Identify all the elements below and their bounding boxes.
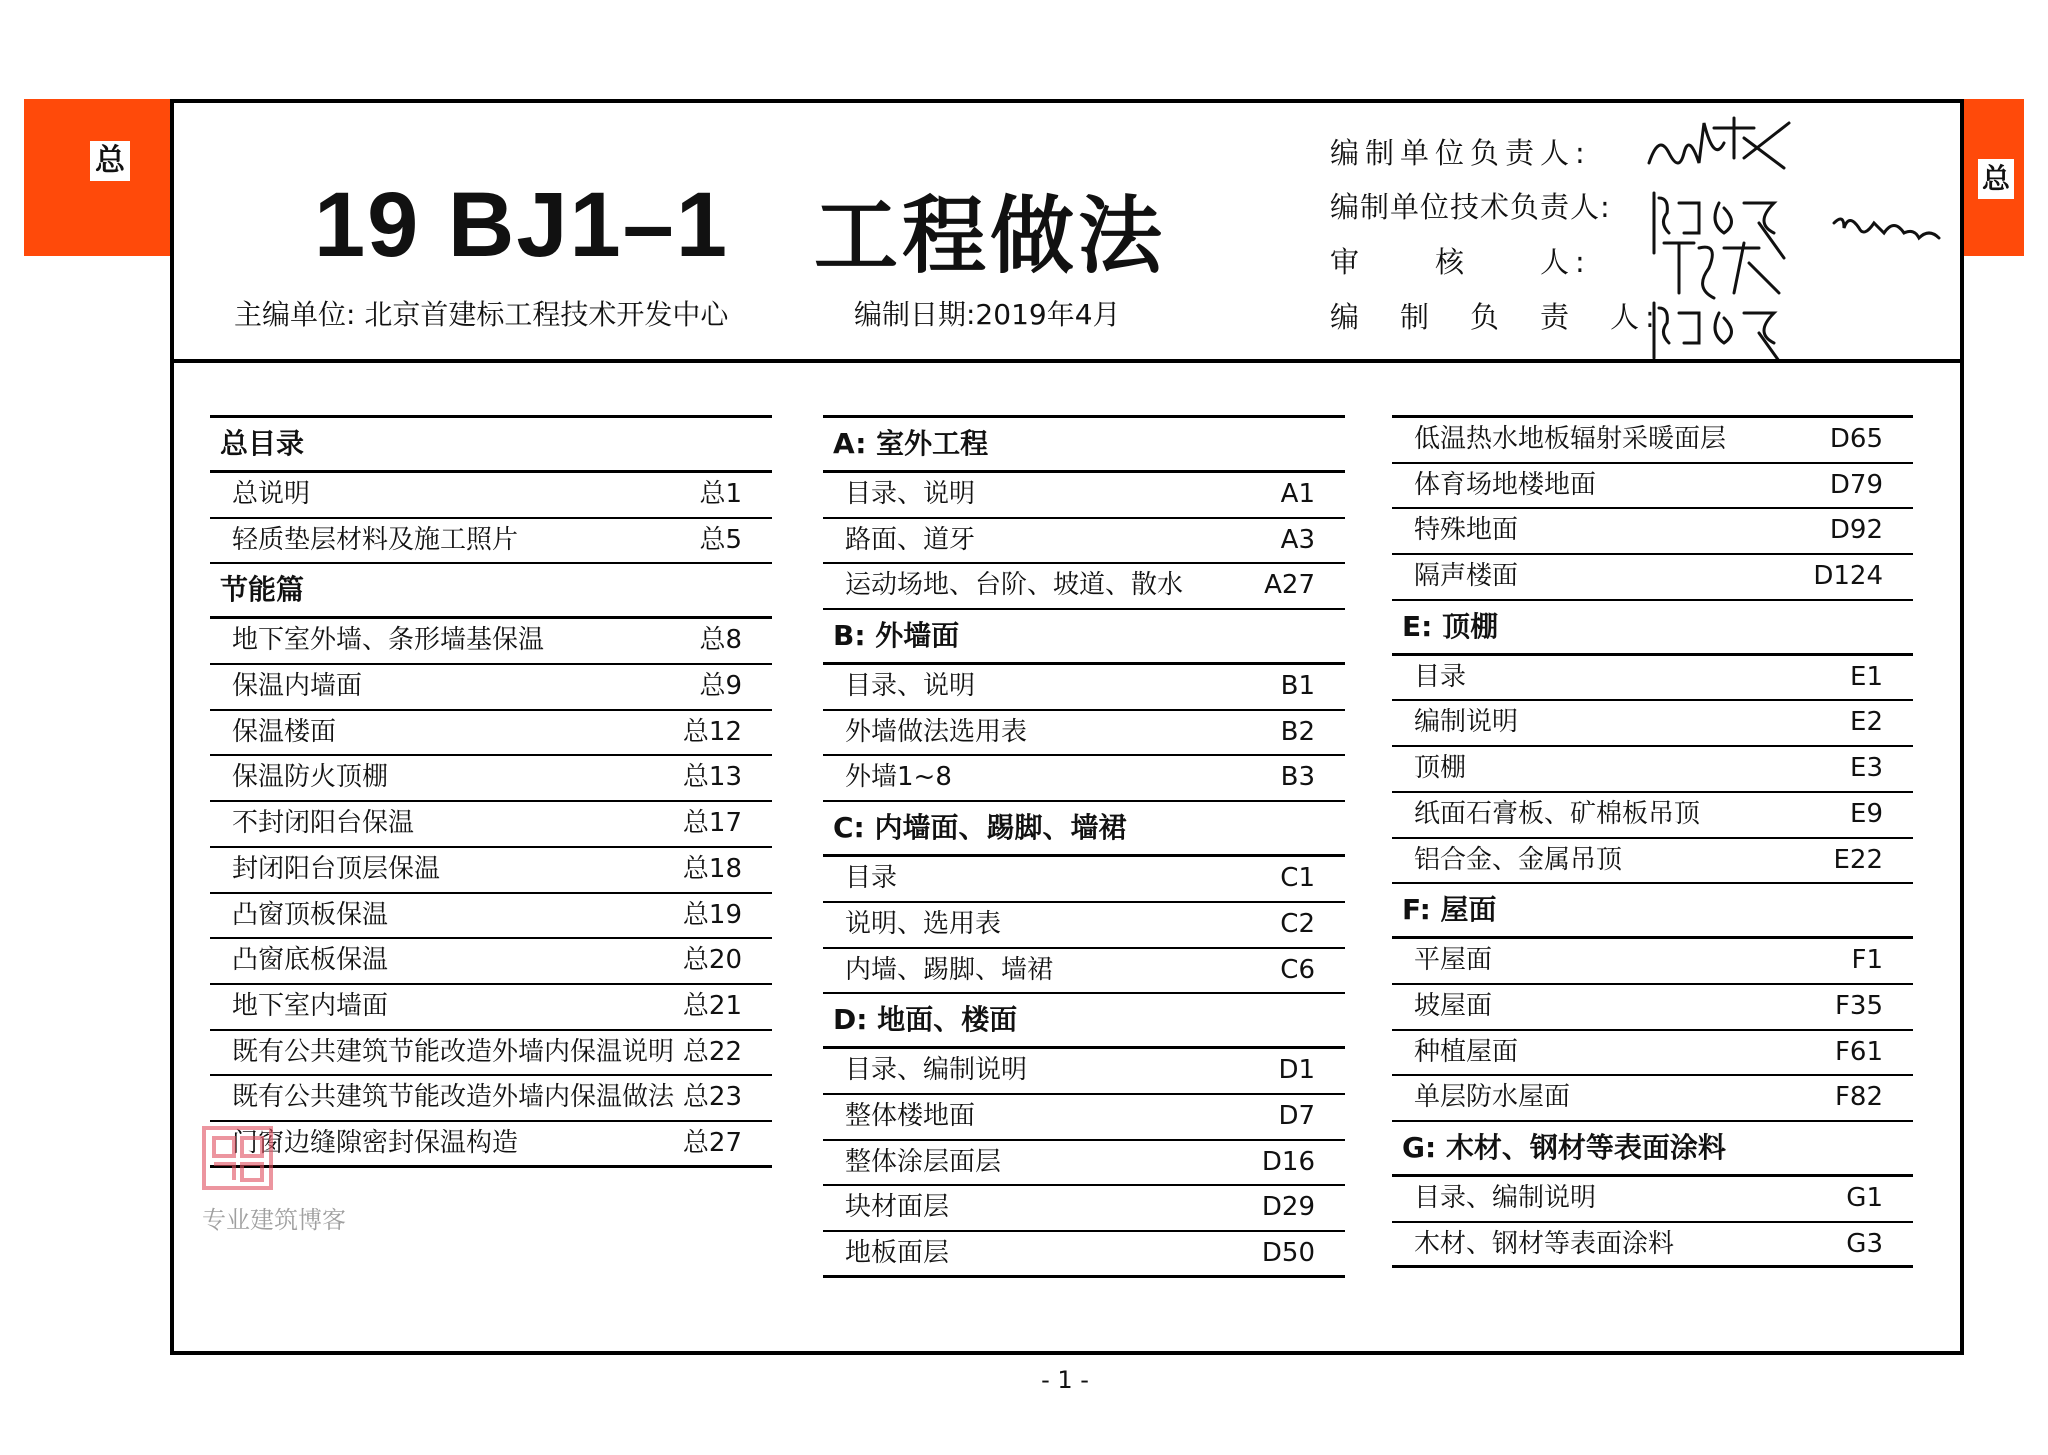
entry-page: B3 bbox=[1280, 762, 1315, 793]
contents-entry[interactable] bbox=[210, 848, 772, 894]
entry-page: 总9 bbox=[699, 671, 742, 702]
contents-entry[interactable] bbox=[210, 802, 772, 848]
entry-page: C6 bbox=[1280, 954, 1315, 985]
entry-page: D1 bbox=[1278, 1055, 1315, 1086]
entry-page: D29 bbox=[1261, 1192, 1315, 1223]
entry-title: 特殊地面 bbox=[1414, 515, 1519, 546]
entry-title: 目录、说明 bbox=[845, 479, 976, 509]
contents-entry[interactable] bbox=[1392, 1031, 1913, 1077]
contents-entry[interactable] bbox=[1392, 839, 1913, 885]
entry-page: 总19 bbox=[682, 899, 742, 930]
compile-date: 编制日期:2019年4月 bbox=[854, 298, 1121, 331]
entry-page: F61 bbox=[1834, 1036, 1883, 1067]
entry-title: 运动场地、台阶、坡道、散水 bbox=[845, 570, 1184, 601]
page-number: - 1 - bbox=[1041, 1366, 1089, 1394]
entry-title: 保温楼面 bbox=[232, 716, 337, 747]
contents-entry[interactable] bbox=[1392, 1223, 1913, 1269]
entry-title: 整体楼地面 bbox=[845, 1100, 976, 1131]
entry-title: 内墙、踢脚、墙裙 bbox=[845, 954, 1054, 985]
contents-entry[interactable] bbox=[1392, 509, 1913, 555]
contents-entry[interactable] bbox=[210, 1076, 772, 1122]
entry-page: 总8 bbox=[699, 625, 742, 656]
signature-role: 编制单位负责人: bbox=[1330, 136, 1591, 170]
contents-entry[interactable] bbox=[210, 619, 772, 665]
entry-title: 坡屋面 bbox=[1414, 990, 1493, 1021]
contents-entry[interactable] bbox=[210, 519, 772, 565]
entry-page: D65 bbox=[1829, 424, 1883, 454]
entry-title: 不封闭阳台保温 bbox=[232, 808, 415, 839]
signature-role: 编 制 负 责 人: bbox=[1330, 300, 1661, 334]
contents-entry[interactable] bbox=[210, 665, 772, 711]
contents-entry[interactable] bbox=[210, 1031, 772, 1077]
entry-title: 门窗边缝隙密封保温构造 bbox=[232, 1127, 519, 1158]
entry-title: 目录、编制说明 bbox=[845, 1055, 1028, 1086]
section-heading: B: 外墙面 bbox=[823, 610, 1345, 665]
signature-role: 编制单位技术负责人: bbox=[1330, 190, 1611, 224]
entry-page: E9 bbox=[1850, 798, 1883, 829]
entry-title: 说明、选用表 bbox=[845, 908, 1002, 939]
entry-title: 地下室外墙、条形墙基保温 bbox=[232, 625, 545, 656]
page-title: 工程做法 bbox=[814, 187, 1167, 285]
contents-column-1 bbox=[210, 415, 772, 1168]
editor-unit: 主编单位: 北京首建标工程技术开发中心 bbox=[234, 298, 729, 331]
contents-entry[interactable] bbox=[210, 473, 772, 519]
entry-title: 顶棚 bbox=[1414, 753, 1467, 784]
contents-entry[interactable] bbox=[1392, 747, 1913, 793]
section-heading: D: 地面、楼面 bbox=[823, 994, 1345, 1049]
contents-entry[interactable] bbox=[823, 519, 1345, 565]
entry-title: 木材、钢材等表面涂料 bbox=[1414, 1228, 1675, 1259]
entry-page: C1 bbox=[1280, 863, 1315, 894]
entry-page: D124 bbox=[1813, 561, 1883, 592]
contents-entry[interactable] bbox=[210, 1122, 772, 1168]
entry-page: F1 bbox=[1851, 945, 1883, 976]
contents-entry[interactable] bbox=[1392, 464, 1913, 510]
section-heading: 总目录 bbox=[210, 418, 772, 473]
contents-entry[interactable] bbox=[823, 1095, 1345, 1141]
entry-page: E1 bbox=[1850, 661, 1883, 692]
section-heading: G: 木材、钢材等表面涂料 bbox=[1392, 1122, 1913, 1177]
contents-entry[interactable] bbox=[210, 894, 772, 940]
contents-column-3 bbox=[1392, 415, 1913, 1268]
contents-entry[interactable] bbox=[823, 1141, 1345, 1187]
entry-title: 目录 bbox=[845, 863, 898, 894]
entry-title: 封闭阳台顶层保温 bbox=[232, 853, 441, 884]
entry-page: B2 bbox=[1280, 716, 1315, 747]
entry-title: 体育场地楼地面 bbox=[1414, 469, 1597, 500]
entry-page: 总5 bbox=[699, 524, 742, 555]
entry-page: 总23 bbox=[682, 1082, 742, 1113]
section-tab-left bbox=[24, 99, 170, 256]
section-heading: F: 屋面 bbox=[1392, 884, 1913, 939]
entry-title: 单层防水屋面 bbox=[1414, 1082, 1571, 1113]
entry-title: 凸窗顶板保温 bbox=[232, 899, 389, 930]
section-tab-label: 总 bbox=[1978, 159, 2014, 199]
entry-title: 轻质垫层材料及施工照片 bbox=[232, 524, 519, 555]
entry-title: 地板面层 bbox=[845, 1237, 950, 1268]
entry-title: 凸窗底板保温 bbox=[232, 945, 389, 976]
section-heading: E: 顶棚 bbox=[1392, 601, 1913, 656]
contents-entry[interactable] bbox=[1392, 939, 1913, 985]
entry-page: A3 bbox=[1280, 524, 1315, 555]
signature-role: 审 核 人: bbox=[1330, 245, 1591, 279]
entry-title: 保温防火顶棚 bbox=[232, 762, 389, 793]
contents-entry[interactable] bbox=[823, 473, 1345, 519]
entry-title: 外墙做法选用表 bbox=[845, 716, 1028, 747]
contents-entry[interactable] bbox=[210, 985, 772, 1031]
entry-page: 总12 bbox=[682, 716, 742, 747]
entry-title: 整体涂层面层 bbox=[845, 1146, 1002, 1177]
entry-title: 隔声楼面 bbox=[1414, 561, 1519, 592]
watermark-seal-icon bbox=[200, 1124, 275, 1192]
contents-entry[interactable] bbox=[823, 665, 1345, 711]
contents-entry[interactable] bbox=[1392, 1177, 1913, 1223]
entry-title: 平屋面 bbox=[1414, 945, 1493, 976]
entry-page: A1 bbox=[1280, 479, 1315, 509]
contents-entry[interactable] bbox=[1392, 701, 1913, 747]
contents-entry[interactable] bbox=[823, 1049, 1345, 1095]
entry-title: 编制说明 bbox=[1414, 707, 1519, 738]
entry-title: 地下室内墙面 bbox=[232, 990, 389, 1021]
entry-page: 总17 bbox=[682, 808, 742, 839]
contents-entry[interactable] bbox=[823, 711, 1345, 757]
entry-title: 目录 bbox=[1414, 661, 1467, 692]
section-heading: A: 室外工程 bbox=[823, 418, 1345, 473]
atlas-code: 19 BJ1–1 bbox=[314, 174, 729, 276]
entry-page: D16 bbox=[1261, 1146, 1315, 1177]
entry-title: 低温热水地板辐射采暖面层 bbox=[1414, 424, 1727, 454]
contents-entry[interactable] bbox=[1392, 656, 1913, 702]
contents-entry[interactable] bbox=[823, 756, 1345, 802]
entry-page: E2 bbox=[1850, 707, 1883, 738]
entry-page: F82 bbox=[1834, 1082, 1883, 1113]
entry-page: G1 bbox=[1846, 1182, 1883, 1213]
entry-page: A27 bbox=[1264, 570, 1315, 601]
entry-title: 目录、编制说明 bbox=[1414, 1182, 1597, 1213]
contents-entry[interactable] bbox=[823, 1186, 1345, 1232]
entry-page: C2 bbox=[1280, 908, 1315, 939]
entry-page: G3 bbox=[1846, 1228, 1883, 1259]
contents-entry[interactable] bbox=[210, 711, 772, 757]
entry-title: 目录、说明 bbox=[845, 671, 976, 702]
entry-page: 总20 bbox=[682, 945, 742, 976]
entry-page: F35 bbox=[1834, 990, 1883, 1021]
section-heading: 节能篇 bbox=[210, 564, 772, 619]
section-heading: C: 内墙面、踢脚、墙裙 bbox=[823, 802, 1345, 857]
contents-entry[interactable] bbox=[823, 903, 1345, 949]
section-tab-label: 总 bbox=[90, 141, 130, 181]
contents-entry[interactable] bbox=[823, 564, 1345, 610]
entry-page: 总1 bbox=[699, 479, 742, 509]
contents-entry[interactable] bbox=[1392, 1076, 1913, 1122]
watermark-text: 专业建筑博客 bbox=[202, 1206, 346, 1234]
contents-entry[interactable] bbox=[210, 756, 772, 802]
contents-entry[interactable] bbox=[210, 939, 772, 985]
entry-title: 种植屋面 bbox=[1414, 1036, 1519, 1067]
contents-entry[interactable] bbox=[1392, 793, 1913, 839]
entry-page: E3 bbox=[1850, 753, 1883, 784]
entry-title: 铝合金、金属吊顶 bbox=[1414, 844, 1623, 875]
entry-page: 总27 bbox=[682, 1127, 742, 1158]
entry-title: 路面、道牙 bbox=[845, 524, 976, 555]
entry-page: 总18 bbox=[682, 853, 742, 884]
entry-title: 既有公共建筑节能改造外墙内保温做法 bbox=[232, 1082, 675, 1113]
entry-title: 总说明 bbox=[232, 479, 311, 509]
contents-entry[interactable] bbox=[823, 949, 1345, 995]
contents-column-2 bbox=[823, 415, 1345, 1278]
contents-entry[interactable] bbox=[1392, 555, 1913, 601]
entry-page: D92 bbox=[1829, 515, 1883, 546]
entry-page: D7 bbox=[1278, 1100, 1315, 1131]
entry-page: B1 bbox=[1280, 671, 1315, 702]
entry-title: 既有公共建筑节能改造外墙内保温说明 bbox=[232, 1036, 675, 1067]
contents-entry[interactable] bbox=[1392, 418, 1913, 464]
entry-title: 外墙1~8 bbox=[845, 762, 952, 793]
entry-page: D79 bbox=[1829, 469, 1883, 500]
contents-entry[interactable] bbox=[823, 857, 1345, 903]
contents-entry[interactable] bbox=[823, 1232, 1345, 1278]
entry-title: 纸面石膏板、矿棉板吊顶 bbox=[1414, 798, 1701, 829]
entry-title: 保温内墙面 bbox=[232, 671, 363, 702]
entry-page: 总13 bbox=[682, 762, 742, 793]
header-divider bbox=[174, 359, 1960, 363]
entry-page: 总21 bbox=[682, 990, 742, 1021]
entry-page: E22 bbox=[1833, 844, 1883, 875]
contents-entry[interactable] bbox=[1392, 985, 1913, 1031]
entry-page: D50 bbox=[1261, 1237, 1315, 1268]
entry-page: 总22 bbox=[682, 1036, 742, 1067]
handwritten-signatures bbox=[1644, 113, 2004, 363]
entry-title: 块材面层 bbox=[845, 1192, 950, 1223]
